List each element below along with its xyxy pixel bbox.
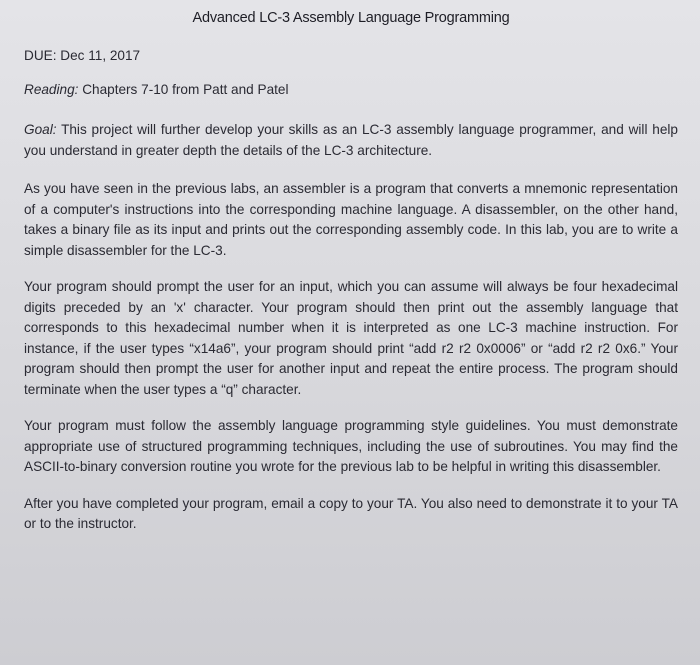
paragraph-program-behavior: Your program should prompt the user for an input, which you can assume will always be four hexadecimal digits preceded by an 'x' character. Your program should then print out the assembly language that corresponds to this hexadecimal number when it is interpreted as one LC-3 machine instruction. For instance, if the user types “x14a6”, your program should print “add r2 r2 0x0006” or “add r2 r2 0x6.” Your program should then prompt the user for another input and repeat the entire process. The program should terminate when the user types a “q” character. <box>24 279 678 397</box>
goal-paragraph <box>24 120 678 161</box>
reading-text: Chapters 7-10 from Patt and Patel <box>78 82 289 97</box>
reading-label: Reading: <box>24 82 79 97</box>
due-date: DUE: Dec 11, 2017 <box>24 48 141 63</box>
goal-text: This project will further develop your skills as an LC-3 assembly language programmer, and will help you understand in greater depth the details of the LC-3 architecture. <box>24 122 678 158</box>
document-title: Advanced LC-3 Assembly Language Programming <box>192 10 510 26</box>
goal-label: Goal: <box>24 122 57 137</box>
paragraph-style-guidelines: Your program must follow the assembly language programming style guidelines. You must demonstrate appropriate use of structured programming techniques, including the use of subroutines. You may find the ASCII-to-binary conversion routine you wrote for the previous lab to be helpful in writing this disassembler. <box>24 418 678 474</box>
paragraph-submission: After you have completed your program, email a copy to your TA. You also need to demonstrate it to your TA or to the instructor. <box>24 495 678 531</box>
reading-line <box>24 80 678 100</box>
paragraph-assembler-intro: As you have seen in the previous labs, an assembler is a program that converts a mnemonic representation of a computer's instructions into the corresponding machine language. A disassembler, on the other hand, takes a binary file as its input and prints out the corresponding assembly code. In this lab, you are to write a simple disassembler for the LC-3. <box>24 181 678 258</box>
